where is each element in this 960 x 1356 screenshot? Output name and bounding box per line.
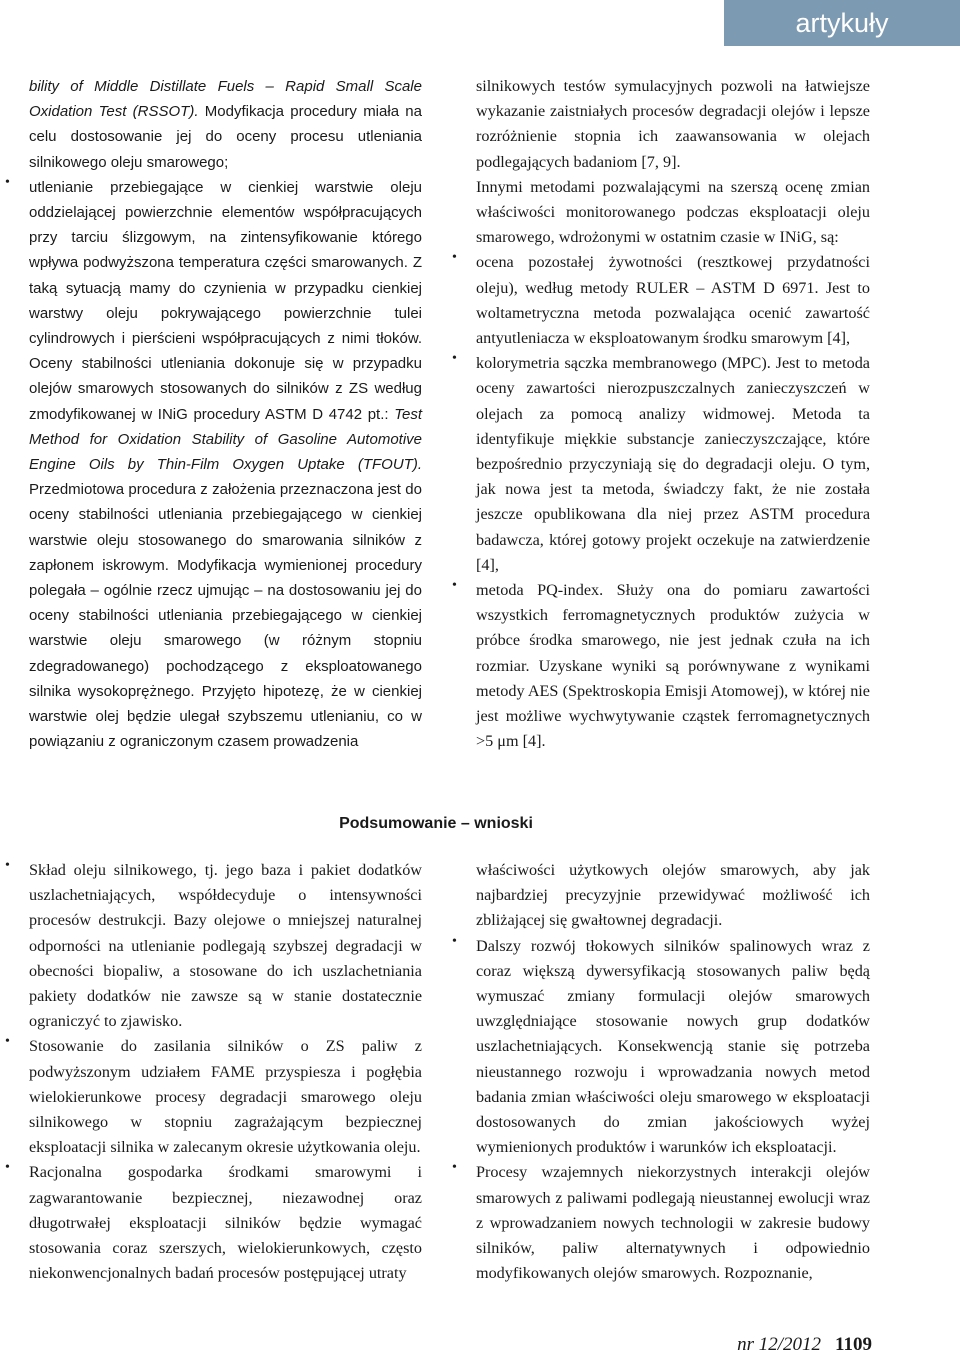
list-item — [452, 351, 870, 578]
paragraph-1-text: Modyfikacja procedury miała na celu dostosowanie jej do oceny procesu utleniania silnikowego oleju smarowego; — [29, 103, 422, 171]
bullet-icon: • — [5, 858, 10, 873]
list-item — [452, 933, 870, 1161]
list-item — [452, 1160, 870, 1286]
list-item — [5, 1034, 422, 1160]
list-item-text — [29, 175, 422, 755]
left-column-top — [5, 74, 422, 754]
list-item-text: metoda PQ-index. Służy ona do pomiaru zawartości wszystkich ferromagnetycznych produktów zużycia w próbce środka smarowego, nie jest jednak czuła na ich rozmiar. Uzyskane wyniki są porównywane z wynikami metody AES (Spektroskopia Emisji Atomowej), w której nie jest możliwe wychwytywanie cząstek ferromagnetycznych >5 μm [4]. — [476, 581, 870, 751]
section-heading: Podsumowanie – wnioski — [339, 815, 533, 832]
right-column-summary — [452, 858, 870, 1286]
list-item-text: Skład oleju silnikowego, tj. jego baza i pakiet dodatków uszlachetniających, współdecyduje o intensywności procesów destrukcji. Bazy olejowe o mniejszej naturalnej odporności na utlenianie podlegają szybszej degradacji w obecności biopaliw, a stosowane do ich uszlachetniania pakiety dodatków nie zawsze są w stanie dostatecznie ograniczyć to zjawisko. — [29, 861, 422, 1031]
list-item — [5, 858, 422, 1034]
bullet-icon: • — [452, 250, 457, 266]
paragraph-1 — [29, 74, 422, 175]
list-item — [452, 578, 870, 754]
issue-number: nr 12/2012 — [737, 1334, 822, 1355]
list-item-text: Dalszy rozwój tłokowych silników spalinowych wraz z coraz większą dywersyfikacją stosowanych paliw będą wymuszać zmiany formulacji olejów smarowych uwzględniające stosowanie nowych grup dodatków uszlachetniających. Konsekwencją stanie się potrzeba nieustannego rozwoju i wprowadzania nowych metod badania zmian właściwości oleju smarowego w eksploatacji dostosowanych do zmian jakościowych wyżej wymienionych produktów i warunków ich eksploatacji. — [476, 936, 870, 1157]
list-item-text: Racjonalna gospodarka środkami smarowymi i zagwarantowanie bezpiecznej, niezawodnej oraz długotrwałej eksploatacji silników będzie wymagać stosowania coraz szerszych, wielokierunkowych, często niekonwencjonalnych badań procesów postępującej utraty — [29, 1163, 422, 1283]
list-item-text: Stosowanie do zasilania silników o ZS paliw z podwyższonym udziałem FAME przyspiesza i pogłębia wielokierunkowe procesy degradacji smarowego oleju silnikowego w stopniu zagrażającym bezpiecznej eksploatacji silnika w zalecanym okresie użytkowania oleju. — [29, 1037, 422, 1157]
list-item — [452, 250, 870, 351]
right-column-top — [452, 74, 870, 754]
page-footer — [737, 1334, 872, 1356]
paragraph-2-b: Przedmiotowa procedura z założenia przeznaczona jest do oceny stabilności utleniania przebiegającego w cienkiej warstwie oleju stosowanego do smarowania silników z zapłonem iskrowym. Modyfikacja wymienionej procedury polegała – ogólnie rzecz ujmując – na dostosowaniu jej do oceny stabilności utleniania przebiegającego w cienkiej warstwie oleju smarowego (w różnym stopniu zdegradowanego) pochodzącego z eksploatowanego silnika wysokoprężnego. Przyjęto hipotezę, że w cienkiej warstwie olej będzie ulegał szybszemu utlenianiu, co w powiązaniu z ograniczonym czasem prowadzenia — [29, 481, 422, 751]
bullet-icon: • — [5, 1160, 10, 1176]
list-item-text: ocena pozostałej żywotności (resztkowej przydatności oleju), według metody RULER – ASTM D 6971. Jest to woltametryczna metoda pozwalająca ocenić zawartość antyutleniacza w eksploatowanym środku smarowym [4], — [476, 253, 870, 348]
paragraph-2-a: Oceny stabilności utleniania dokonuje się w przypadku olejów smarowych stosowanych do silników z ZS według zmodyfikowanej w INiG procedury ASTM D 4742 pt.: — [29, 355, 422, 423]
section-tab: artykuły — [724, 0, 960, 46]
left-column-summary — [5, 858, 422, 1286]
bullet-icon: • — [452, 578, 457, 594]
bullet-text: utlenianie przebiegające w cienkiej warstwie oleju oddzielającej powierzchnie elementów współpracujących przy tarciu ślizgowym, na zintensyfikowanie którego wpływa podwyższona temperatura części smarowanych. Z taką sytuacją mamy do czynienia w przypadku cienkiej warstwy oleju pokrywającego powierzchnie tulei cylindrowych i pierścieni współpracujących z nimi tłoków. — [29, 178, 422, 348]
list-item-text: Procesy wzajemnych niekorzystnych interakcji olejów smarowych z paliwami podlegają nieustannej ewolucji wraz z wprowadzaniem nowych technologii w zakresie budowy silników, paliw alternatywnych i odpowiednio modyfikowanych olejów smarowych. Rozpoznanie, — [476, 1163, 870, 1283]
paper-title-fragment: bility of Middle Distillate Fuels – Rapid Small Scale Oxidation Test (RSSOT). — [29, 78, 422, 121]
bullet-icon: • — [452, 933, 457, 949]
bullet-icon: • — [452, 351, 457, 367]
astm-title: Test Method for Oxidation Stability of Gasoline Automotive Engine Oils by Thin-Film Oxygen Uptake (TFOUT). — [29, 405, 422, 474]
list-item — [5, 174, 422, 755]
paragraph-cont: właściwości użytkowych olejów smarowych, aby jak najbardziej precyzyjnie przewidywać możliwość ich zbliżającej się gwałtownej degradacji. — [476, 861, 870, 930]
bullet-icon: • — [452, 1160, 457, 1176]
list-item-text: kolorymetria sączka membranowego (MPC). Jest to metoda oceny zawartości nierozpuszczalnych zanieczyszczeń w olejach za pomocą analizy widmowej. Metoda ta identyfikuje miękkie substancje zanieczyszczające, które bezpośrednio przyczyniają się do degradacji oleju. O tym, jak nowa jest ta metoda, świadczy fakt, że nie została jeszcze opublikowana dla niej przez ASTM procedura badawcza, której gotowy projekt oczekuje na zatwierdzenie [4], — [476, 354, 870, 574]
list-item — [5, 1160, 422, 1286]
paragraph-cont: silnikowych testów symulacyjnych pozwoli na łatwiejsze wykazanie zaistniałych procesów degradacji olejów i lepsze rozróżnienie stopnia ich zaawansowania w olejach podlegających badaniom [7, 9]. — [476, 77, 870, 171]
bullet-icon: • — [5, 174, 10, 190]
bullet-icon: • — [5, 1034, 10, 1050]
page-number: 1109 — [835, 1334, 872, 1355]
paragraph-methods: Innymi metodami pozwalającymi na szerszą ocenę zmian właściwości monitorowanego podczas eksploatacji oleju smarowego, wdrożonymi w ostatnim czasie w INiG, są: — [476, 177, 870, 247]
